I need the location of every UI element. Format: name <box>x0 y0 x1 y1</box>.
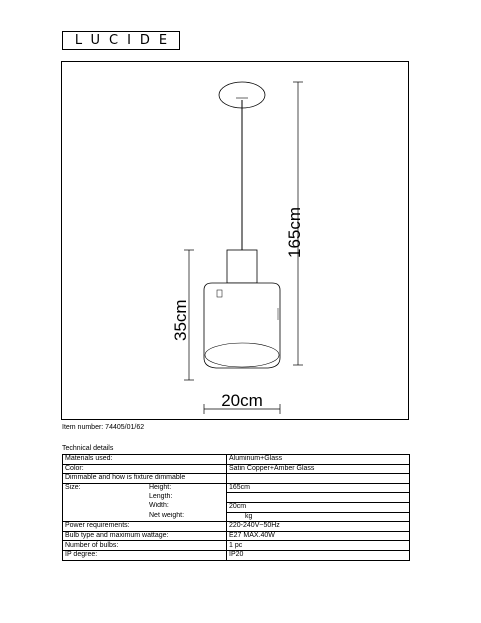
spec-label: Size: <box>65 484 81 492</box>
specs-table <box>62 454 410 561</box>
logo-text: LUCIDE <box>74 33 177 48</box>
technical-details-heading: Technical details <box>62 445 114 452</box>
spec-value <box>227 474 410 484</box>
total-length-label: 165cm <box>285 206 304 258</box>
spec-value: Satin Copper+Amber Glass <box>227 464 410 474</box>
item-number: Item number: 74405/01/62 <box>62 424 145 431</box>
spec-row-materials <box>63 455 410 465</box>
width-label: 20cm <box>221 391 263 410</box>
spec-row-bulb <box>63 531 410 541</box>
spec-row-size-weight <box>63 512 410 522</box>
lamp-holder <box>227 250 257 283</box>
width-value: 20cm <box>227 502 410 512</box>
spec-label: Materials used: <box>63 455 227 465</box>
spec-value: E27 MAX.40W <box>227 531 410 541</box>
spec-label: Color: <box>63 464 227 474</box>
spec-label: Number of bulbs: <box>63 541 227 551</box>
weight-value: kg <box>227 512 410 522</box>
spec-label: Bulb type and maximum wattage: <box>63 531 227 541</box>
spec-row-size-length <box>63 493 410 503</box>
width-label: Width: <box>149 502 169 510</box>
spec-value: 220-240V~50Hz <box>227 522 410 532</box>
spec-row-color <box>63 464 410 474</box>
spec-row-size-height <box>63 483 410 493</box>
spec-label: Dimmable and how is fixture dimmable <box>63 474 227 484</box>
height-label: Height: <box>149 483 172 491</box>
spec-value: IP20 <box>227 550 410 560</box>
spec-value: 1 pc <box>227 541 410 551</box>
spec-row-size-width <box>63 502 410 512</box>
lucide-logo <box>62 31 180 50</box>
glass-shade <box>204 283 280 368</box>
length-label: Length: <box>149 492 173 500</box>
spec-row-ip <box>63 550 410 560</box>
weight-label: Net weight: <box>149 512 185 520</box>
spec-row-power <box>63 522 410 532</box>
spec-label: Power requirements: <box>63 522 227 532</box>
spec-label: IP degree: <box>63 550 227 560</box>
pendant-lamp-drawing <box>62 62 410 421</box>
lamp-height-label: 35cm <box>171 299 190 341</box>
product-drawing <box>61 61 409 420</box>
height-value: 165cm <box>227 483 410 493</box>
spec-value: Aluminum+Glass <box>227 455 410 465</box>
spec-row-dimmable <box>63 474 410 484</box>
length-value <box>227 493 410 503</box>
spec-row-bulb-count <box>63 541 410 551</box>
